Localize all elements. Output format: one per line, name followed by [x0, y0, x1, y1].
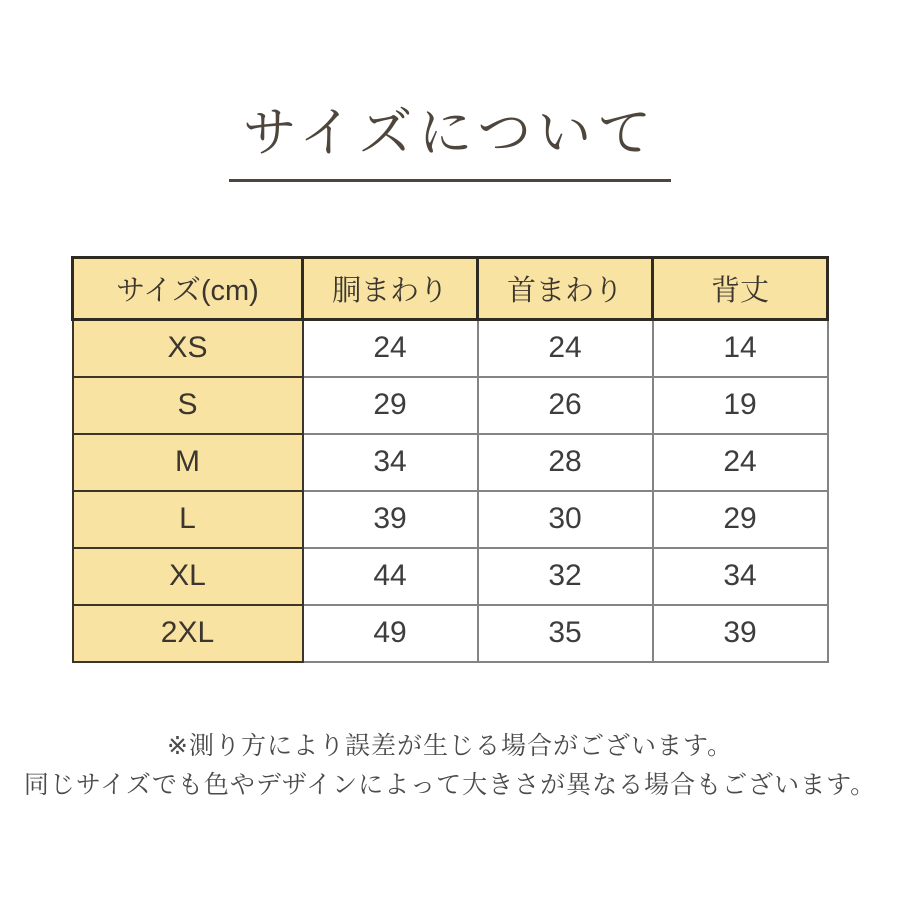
size-cell: XS: [73, 320, 303, 377]
value-cell: 32: [478, 548, 653, 605]
header-neck-label: 首まわり: [478, 258, 653, 320]
table-row: [73, 491, 828, 548]
value-cell: 26: [478, 377, 653, 434]
table-row: [73, 605, 828, 662]
notes-section: [0, 727, 900, 805]
table-row: [73, 548, 828, 605]
size-cell: L: [73, 491, 303, 548]
table-row: [73, 320, 828, 377]
value-cell: 29: [653, 491, 828, 548]
value-cell: 44: [303, 548, 478, 605]
header-back-label: 背丈: [653, 258, 828, 320]
value-cell: 24: [653, 434, 828, 491]
page-title: サイズについて: [229, 90, 672, 182]
size-table-head: [73, 258, 828, 320]
size-table: [71, 256, 829, 663]
value-cell: 29: [303, 377, 478, 434]
header-size-label: サイズ(cm): [73, 258, 303, 320]
title-section: [0, 0, 900, 182]
value-cell: 19: [653, 377, 828, 434]
header-girth-label: 胴まわり: [303, 258, 478, 320]
table-row: [73, 434, 828, 491]
size-table-body: [73, 320, 828, 662]
size-cell: 2XL: [73, 605, 303, 662]
value-cell: 34: [303, 434, 478, 491]
value-cell: 24: [478, 320, 653, 377]
size-cell: M: [73, 434, 303, 491]
size-cell: S: [73, 377, 303, 434]
value-cell: 24: [303, 320, 478, 377]
table-row: [73, 377, 828, 434]
note-line-1: ※測り方により誤差が生じる場合がございます。: [167, 731, 733, 760]
note-line-2: 同じサイズでも色やデザインによって大きさが異なる場合もございます。: [23, 770, 877, 799]
value-cell: 34: [653, 548, 828, 605]
value-cell: 28: [478, 434, 653, 491]
value-cell: 14: [653, 320, 828, 377]
value-cell: 39: [303, 491, 478, 548]
value-cell: 35: [478, 605, 653, 662]
header-row: [73, 258, 828, 320]
value-cell: 39: [653, 605, 828, 662]
value-cell: 30: [478, 491, 653, 548]
size-cell: XL: [73, 548, 303, 605]
value-cell: 49: [303, 605, 478, 662]
